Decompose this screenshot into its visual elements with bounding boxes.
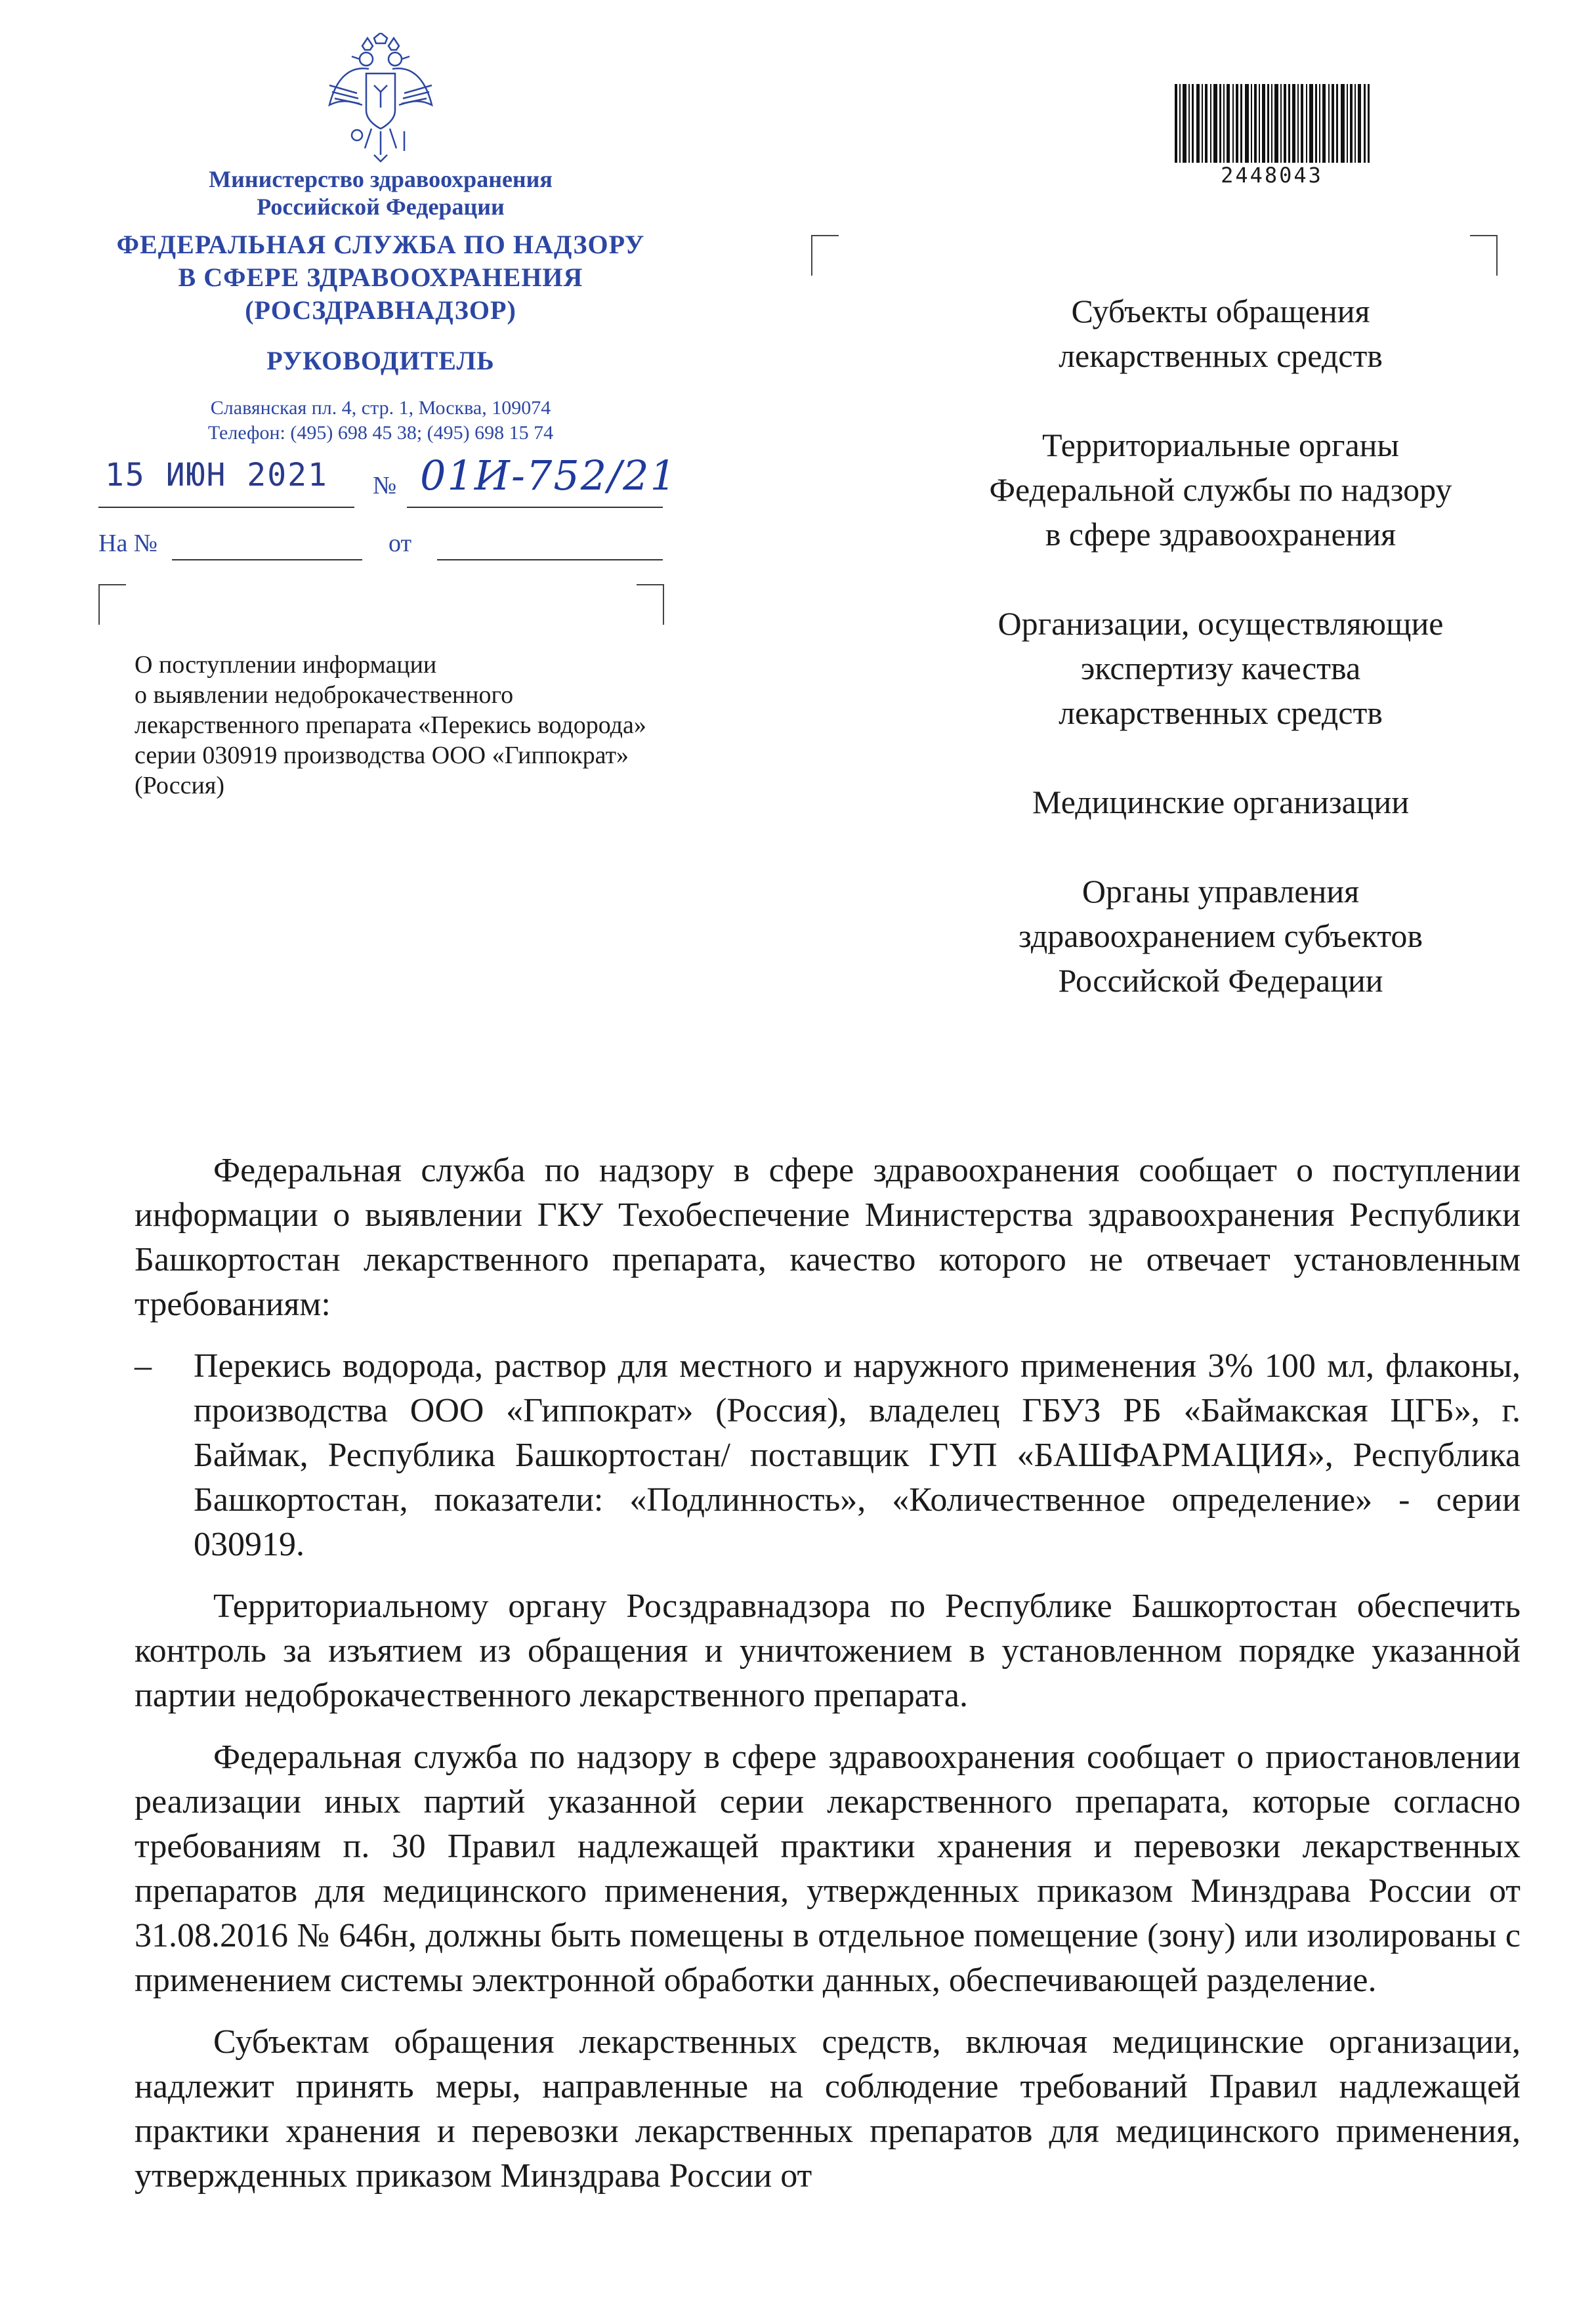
subject-line: О поступлении информации: [135, 651, 437, 679]
letterhead: [85, 165, 676, 446]
body-paragraph-2: Территориальному органу Росздравнадзора по Республике Башкортостан обеспечить контроль за изъятием из обращения и уничтожением в установленном порядке указанной партии недоброкачественного лекарственного препарата.: [135, 1588, 1521, 1714]
reference-date-line: [437, 559, 663, 560]
barcode-number: 2448043: [1221, 163, 1323, 188]
outgoing-number: 01И-752/21: [420, 452, 678, 499]
addressee-bracket-right: [1470, 235, 1498, 276]
subject-bracket-right: [637, 584, 664, 625]
reference-date-label: от: [388, 530, 412, 557]
addressee-line: Российской Федерации: [1058, 962, 1383, 999]
addressee-item: [906, 601, 1536, 735]
ministry-name-line2: Российской Федерации: [257, 194, 505, 220]
number-sign: №: [373, 472, 397, 499]
list-dash: –: [135, 1347, 152, 1385]
coat-of-arms-emblem: [323, 33, 438, 164]
service-name: [85, 228, 676, 327]
addressee-line: здравоохранением субъектов: [1018, 917, 1423, 954]
ministry-name-line1: Министерство здравоохранения: [209, 166, 553, 192]
date-stamp: 15 ИЮН 2021: [105, 457, 328, 494]
subject-line: (Россия): [135, 772, 224, 799]
addressee-line: лекарственных средств: [1059, 337, 1383, 374]
service-name-line3: (РОСЗДРАВНАДЗОР): [245, 295, 516, 325]
service-name-line1: ФЕДЕРАЛЬНАЯ СЛУЖБА ПО НАДЗОРУ: [116, 230, 645, 259]
barcode: [1173, 84, 1370, 163]
body-list-item: [135, 1344, 1521, 1567]
addressee-line: экспертизу качества: [1080, 650, 1361, 686]
addressee-line: Субъекты обращения: [1071, 293, 1370, 329]
addressee-line: Федеральной службы по надзору: [989, 471, 1452, 508]
body-paragraph-3: Федеральная служба по надзору в сфере здравоохранения сообщает о приостановлении реализации иных партий указанной серии лекарственного препарата, которые согласно требованиям п. 30 Правил надлежащей практики хранения и перевозки лекарственных препаратов для медицинского применения, утвержденных приказом Минздрава России от 31.08.2016 № 646н, должны быть помещены в отдельное помещение (зону) или изолированы с применением системы электронной обработки данных, обеспечивающей разделение.: [135, 1738, 1521, 1999]
addressee-list: [906, 289, 1536, 1047]
letter-subject: [135, 650, 791, 801]
addressee-item: [906, 289, 1536, 378]
date-underline: [98, 507, 354, 508]
address-line: Славянская пл. 4, стр. 1, Москва, 109074: [210, 397, 551, 419]
phone-line: Телефон: (495) 698 45 38; (495) 698 15 74: [207, 422, 554, 444]
addressee-item: [906, 780, 1536, 824]
addressee-bracket-left: [811, 235, 839, 276]
subject-line: серии 030919 производства ООО «Гиппократ»: [135, 742, 629, 769]
address: [85, 396, 676, 446]
list-item-text: Перекись водорода, раствор для местного и наружного применения 3% 100 мл, флаконы, производства ООО «Гиппократ» (Россия), владелец ГБУЗ РБ «Баймакская ЦГБ», г. Баймак, Республика Башкортостан/ поставщик ГУП «БАШФАРМАЦИЯ», Республика Башкортостан, показатели: «Подлинность», «Количественное определение» - серии 030919.: [194, 1347, 1521, 1563]
addressee-line: Медицинские организации: [1032, 784, 1410, 820]
subject-line: лекарственного препарата «Перекись водорода»: [135, 711, 646, 739]
body-paragraph-1: Федеральная служба по надзору в сфере здравоохранения сообщает о поступлении информации о выявлении ГКУ Техобеспечение Министерства здравоохранения Республики Башкортостан лекарственного препарата, качество которого не отвечает установленным требованиям:: [135, 1152, 1521, 1323]
addressee-item: [906, 869, 1536, 1003]
addressee-line: лекарственных средств: [1059, 694, 1383, 731]
addressee-line: Организации, осуществляющие: [998, 605, 1444, 642]
addressee-line: в сфере здравоохранения: [1045, 516, 1396, 553]
role-title: РУКОВОДИТЕЛЬ: [266, 346, 495, 375]
number-underline: [407, 507, 663, 508]
reference-number-label: На №: [98, 530, 158, 557]
addressee-item: [906, 423, 1536, 557]
body-paragraph-4: Субъектам обращения лекарственных средств, включая медицинские организации, надлежит принять меры, направленные на соблюдение требований Правил надлежащей практики хранения и перевозки лекарственных препаратов для медицинского применения, утвержденных приказом Минздрава России от: [135, 2023, 1521, 2195]
subject-bracket-left: [98, 584, 126, 625]
addressee-line: Территориальные органы: [1041, 427, 1400, 463]
letter-body: [135, 1148, 1521, 2216]
reference-number-line: [172, 559, 362, 560]
addressee-line: Органы управления: [1082, 873, 1360, 910]
service-name-line2: В СФЕРЕ ЗДРАВООХРАНЕНИЯ: [178, 263, 583, 292]
subject-line: о выявлении недоброкачественного: [135, 681, 514, 709]
